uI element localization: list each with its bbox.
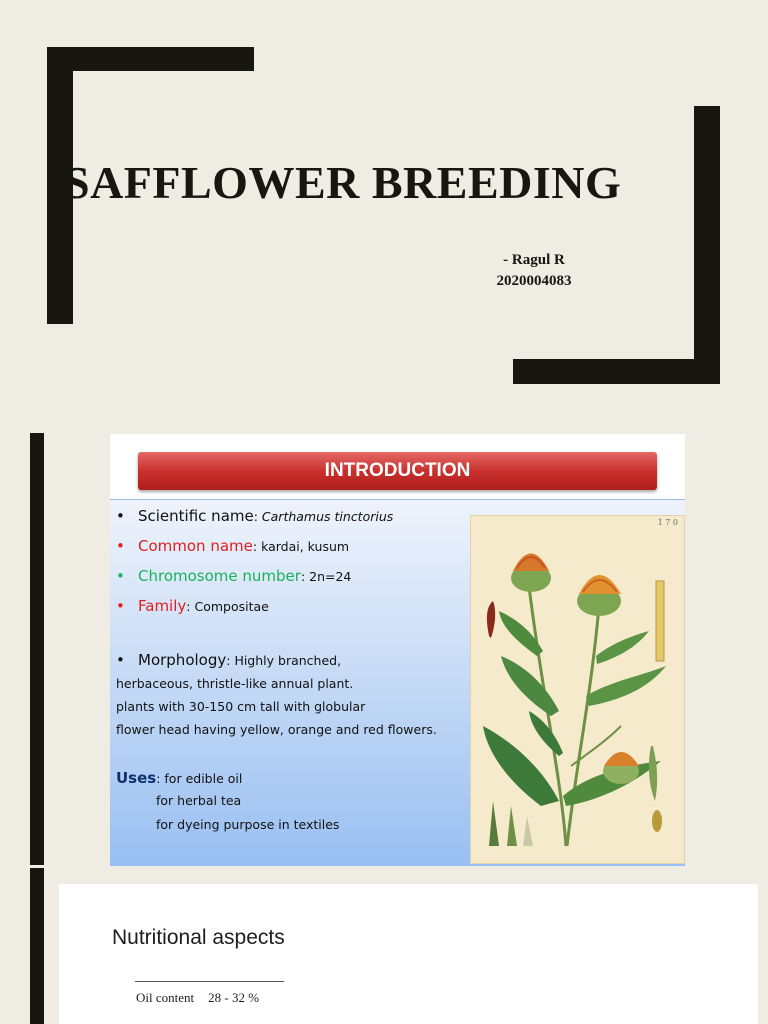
- bullet-sep: :: [253, 509, 262, 524]
- bullet-term: Common name: [138, 537, 253, 555]
- bullet-common-name: [116, 537, 349, 555]
- bullet-term: Chromosome number: [138, 567, 301, 585]
- plant-drawing: [471, 516, 684, 863]
- bullet-morphology: [116, 651, 341, 669]
- bullet-family: [116, 597, 269, 615]
- bullet-dot: •: [116, 537, 125, 555]
- bullet-dot: •: [116, 651, 125, 669]
- bullet-sep: :: [300, 569, 310, 584]
- bullet-dot: •: [116, 507, 125, 525]
- author-block: [474, 250, 594, 292]
- safflower-illustration: [470, 515, 685, 864]
- nutrition-title: Nutritional aspects: [112, 926, 285, 949]
- bullet-term: Morphology: [138, 651, 227, 669]
- bullet-dot: •: [116, 567, 125, 585]
- introduction-slide: [110, 434, 685, 866]
- bracket-bottom-right-horizontal: [513, 359, 720, 384]
- morphology-line: herbaceous, thristle-like annual plant.: [116, 676, 354, 691]
- introduction-banner: INTRODUCTION: [138, 452, 657, 490]
- table-top-rule: [135, 981, 284, 982]
- bullet-value: kardai, kusum: [261, 539, 350, 554]
- bullet-term: Family: [138, 597, 187, 615]
- author-name: - Ragul R: [503, 252, 565, 268]
- student-id: 2020004083: [496, 273, 572, 289]
- bullet-sep: :: [252, 539, 262, 554]
- bullet-sep: :: [226, 653, 235, 668]
- bracket-top-left-horizontal: [47, 47, 254, 71]
- nutrition-slide: [59, 884, 758, 1024]
- figure-number: 1 7 0: [657, 518, 678, 527]
- uses-term: Uses: [116, 769, 157, 787]
- morphology-first-line: Highly branched,: [234, 653, 342, 668]
- morphology-line: plants with 30-150 cm tall with globular: [116, 699, 366, 714]
- bullet-value: Carthamus tinctorius: [261, 509, 394, 524]
- bullet-value: Compositae: [194, 599, 269, 614]
- table-row: [136, 990, 259, 1006]
- bracket-bottom-right-vertical: [694, 106, 720, 384]
- page-title: SAFFLOWER BREEDING: [64, 157, 622, 208]
- bullet-value: 2n=24: [309, 569, 352, 584]
- bullet-dot: •: [116, 597, 125, 615]
- bullet-term: Scientific name: [138, 507, 254, 525]
- bullet-sep: :: [186, 599, 195, 614]
- morphology-line: flower head having yellow, orange and red flowers.: [116, 722, 437, 737]
- uses-line: [116, 769, 242, 787]
- slide-edge-bar: [30, 433, 44, 865]
- row-value: 28 - 32 %: [208, 990, 260, 1005]
- uses-item: for dyeing purpose in textiles: [156, 817, 340, 832]
- uses-item: for edible oil: [164, 771, 243, 786]
- uses-sep: :: [156, 771, 165, 786]
- bullet-chromosome-number: [116, 567, 351, 585]
- bullet-scientific-name: [116, 507, 393, 525]
- uses-item: for herbal tea: [156, 793, 242, 808]
- row-label: Oil content: [136, 990, 195, 1005]
- slide-edge-bar: [30, 868, 44, 1024]
